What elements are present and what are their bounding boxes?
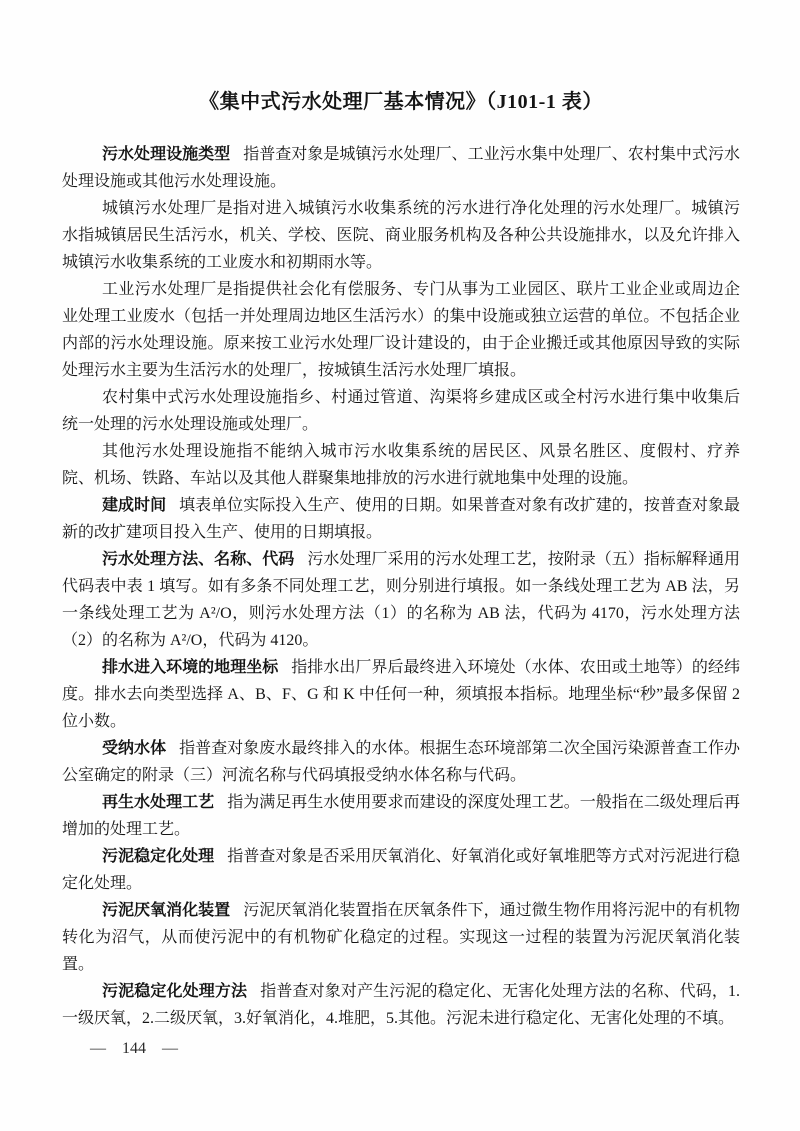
term-label: 污水处理设施类型 <box>102 146 231 163</box>
paragraph-text: 其他污水处理设施指不能纳入城市污水收集系统的居民区、风景名胜区、度假村、疗养院、机场、铁路、车站以及其他人群聚集地排放的污水进行就地集中处理的设施。 <box>62 443 740 487</box>
term-label: 污泥稳定化处理方法 <box>102 983 248 1000</box>
paragraph-sludge-stabilization <box>62 843 740 897</box>
term-label: 污泥稳定化处理 <box>102 848 215 865</box>
paragraph-industrial-plant <box>62 276 740 384</box>
paragraph-text: 工业污水处理厂是指提供社会化有偿服务、专门从事为工业园区、联片工业企业或周边企业处理工业废水（包括一并处理周边地区生活污水）的集中设施或独立运营的单位。不包括企业内部的污水处理设施。原来按工业污水处理厂设计建设的，由于企业搬迁或其他原因导致的实际处理污水主要为生活污水的处理厂，按城镇生活污水处理厂填报。 <box>62 281 740 379</box>
paragraph-text: 指普查对象对产生污泥的稳定化、无害化处理方法的名称、代码，1.一级厌氧，2.二级厌氧，3.好氧消化，4.堆肥，5.其他。污泥未进行稳定化、无害化处理的不填。 <box>62 983 740 1027</box>
paragraph-text: 污水处理厂采用的污水处理工艺，按附录（五）指标解释通用代码表中表 1 填写。如有多条不同处理工艺，则分别进行填报。如一条线处理工艺为 AB 法，另一条线处理工艺为 A²/O，则污水处理方法（1）的名称为 AB 法，代码为 4170，污水处理方法（2）的名称为 A²/O，代码为 4120。 <box>62 551 740 649</box>
term-label: 建成时间 <box>102 497 167 514</box>
term-label: 污泥厌氧消化装置 <box>102 902 231 919</box>
paragraph-completion-time <box>62 492 740 546</box>
page-footer <box>88 1040 180 1058</box>
paragraph-text: 指普查对象是城镇污水处理厂、工业污水集中处理厂、农村集中式污水处理设施或其他污水处理设施。 <box>62 146 740 190</box>
paragraph-reclaimed-water <box>62 789 740 843</box>
term-label: 受纳水体 <box>102 740 167 757</box>
paragraph-text: 指普查对象废水最终排入的水体。根据生态环境部第二次全国污染源普查工作办公室确定的附录（三）河流名称与代码填报受纳水体名称与代码。 <box>62 740 740 784</box>
paragraph-treatment-method <box>62 546 740 654</box>
paragraph-receiving-water <box>62 735 740 789</box>
paragraph-text: 农村集中式污水处理设施指乡、村通过管道、沟渠将乡建成区或全村污水进行集中收集后统一处理的污水处理设施或处理厂。 <box>62 389 740 433</box>
page-number: 144 <box>122 1040 146 1057</box>
paragraph-text: 污泥厌氧消化装置指在厌氧条件下，通过微生物作用将污泥中的有机物转化为沼气，从而使污泥中的有机物矿化稳定的过程。实现这一过程的装置为污泥厌氧消化装置。 <box>62 902 740 973</box>
paragraph-facility-type <box>62 141 740 195</box>
paragraph-text: 指普查对象是否采用厌氧消化、好氧消化或好氧堆肥等方式对污泥进行稳定化处理。 <box>62 848 740 892</box>
paragraph-rural-facility <box>62 384 740 438</box>
footer-dash-left: — <box>90 1040 106 1057</box>
term-label: 污水处理方法、名称、代码 <box>102 551 295 568</box>
term-label: 再生水处理工艺 <box>102 794 215 811</box>
paragraph-text: 城镇污水处理厂是指对进入城镇污水收集系统的污水进行净化处理的污水处理厂。城镇污水指城镇居民生活污水，机关、学校、医院、商业服务机构及各种公共设施排水，以及允许排入城镇污水收集系统的工业废水和初期雨水等。 <box>62 200 740 271</box>
paragraph-other-facility <box>62 438 740 492</box>
paragraph-urban-plant <box>62 195 740 276</box>
term-label: 排水进入环境的地理坐标 <box>102 659 279 676</box>
document-body <box>62 88 740 1032</box>
footer-dash-right: — <box>162 1040 178 1057</box>
paragraph-text: 指排水出厂界后最终进入环境处（水体、农田或土地等）的经纬度。排水去向类型选择 A、B、F、G 和 K 中任何一种，须填报本指标。地理坐标“秒”最多保留 2 位小数。 <box>62 659 740 730</box>
paragraph-geo-coordinates <box>62 654 740 735</box>
paragraph-text: 指为满足再生水使用要求而建设的深度处理工艺。一般指在二级处理后再增加的处理工艺。 <box>62 794 740 838</box>
paragraph-stabilization-method <box>62 978 740 1032</box>
page-title: 《集中式污水处理厂基本情况》（J101-1 表） <box>199 91 603 113</box>
paragraph-text: 填表单位实际投入生产、使用的日期。如果普查对象有改扩建的，按普查对象最新的改扩建项目投入生产、使用的日期填报。 <box>62 497 740 541</box>
paragraph-anaerobic-digestion <box>62 897 740 978</box>
